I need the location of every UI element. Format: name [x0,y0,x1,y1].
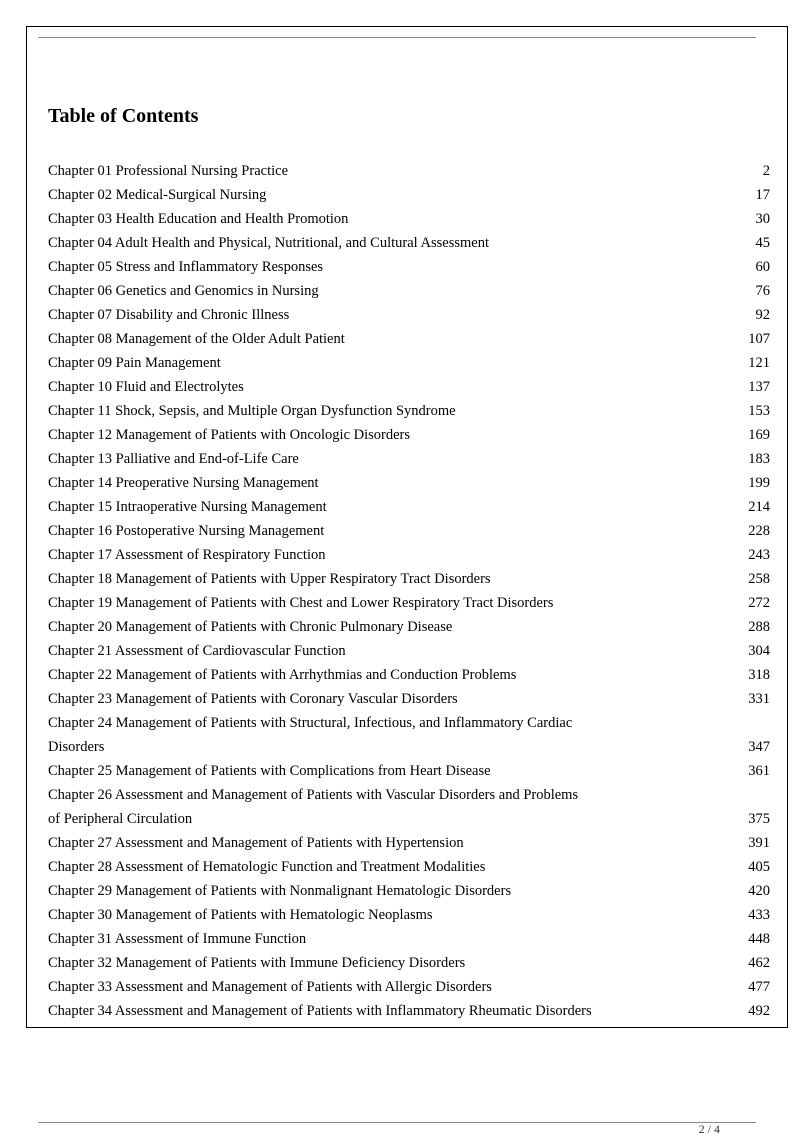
toc-entry-line [48,303,770,327]
toc-entry-page-number: 92 [755,307,770,323]
toc-entry-page-number: 183 [748,451,770,467]
toc-entry-page-number: 391 [748,835,770,851]
toc-entry-title: Chapter 03 Health Education and Health Promotion [48,211,349,227]
toc-entry[interactable] [48,639,770,663]
toc-entry-line [48,879,770,903]
toc-entry-page-number: 2 [762,163,770,179]
toc-entry-title: Chapter 33 Assessment and Management of Patients with Allergic Disorders [48,979,492,995]
toc-entry-line [48,543,770,567]
toc-entry-line [48,375,770,399]
toc-entry-page-number: 153 [748,403,770,419]
toc-entry-page-number: 375 [748,811,770,827]
toc-entry-title: Chapter 08 Management of the Older Adult Patient [48,331,345,347]
toc-entry-line [48,639,770,663]
toc-entry-page-number: 462 [748,955,770,971]
toc-entry-page-number: 169 [748,427,770,443]
toc-entry[interactable] [48,495,770,519]
toc-entry-title-line: Chapter 24 Management of Patients with Structural, Infectious, and Inflammatory Cardiac [48,715,573,731]
toc-entry-page-number: 107 [748,331,770,347]
toc-entry-page-number: 17 [755,187,770,203]
toc-entry-title: Chapter 05 Stress and Inflammatory Responses [48,259,324,275]
toc-entry-page-number: 137 [748,379,770,395]
toc-entry-title: Chapter 14 Preoperative Nursing Management [48,475,319,491]
toc-entry-line [48,831,770,855]
page-frame [26,26,788,1028]
toc-entry[interactable] [48,855,770,879]
toc-entry-title: Chapter 27 Assessment and Management of Patients with Hypertension [48,835,464,851]
toc-entry-title: Chapter 20 Management of Patients with Chronic Pulmonary Disease [48,619,453,635]
page-title: Table of Contents [48,105,199,127]
toc-entry-title: Chapter 12 Management of Patients with Oncologic Disorders [48,427,411,443]
toc-entry[interactable] [48,231,770,255]
toc-entry-page-number: 76 [755,283,770,299]
toc-entry-title: Chapter 10 Fluid and Electrolytes [48,379,244,395]
toc-entry[interactable] [48,159,770,183]
toc-entry[interactable] [48,543,770,567]
toc-entry[interactable] [48,303,770,327]
toc-entry-title: Chapter 06 Genetics and Genomics in Nursing [48,283,319,299]
toc-entry-line [48,951,770,975]
toc-entry[interactable] [48,399,770,423]
toc-entry-line [48,759,770,783]
toc-entry[interactable] [48,927,770,951]
toc-entry-line [48,591,770,615]
toc-entry-line [48,423,770,447]
toc-entry-title: Chapter 15 Intraoperative Nursing Management [48,499,327,515]
toc-entry[interactable] [48,567,770,591]
toc-entry[interactable] [48,999,770,1023]
toc-entry[interactable] [48,975,770,999]
toc-entry-line [48,183,770,207]
toc-entry-line [48,999,770,1023]
toc-entry-line [48,519,770,543]
toc-entry-line [48,807,770,831]
toc-entry-line [48,903,770,927]
toc-entry-title: Chapter 07 Disability and Chronic Illness [48,307,290,323]
toc-entry-page-number: 492 [748,1003,770,1019]
toc-entry[interactable] [48,327,770,351]
toc-entry[interactable] [48,783,770,831]
toc-entry-title-line: Chapter 26 Assessment and Management of Patients with Vascular Disorders and Problems [48,787,579,803]
toc-entry[interactable] [48,351,770,375]
toc-entry-page-number: 60 [755,259,770,275]
header-rule [38,37,756,38]
toc-entry-line [48,159,770,183]
toc-entry-page-number: 288 [748,619,770,635]
toc-entry-title: Chapter 29 Management of Patients with Nonmalignant Hematologic Disorders [48,883,512,899]
toc-entry-line [48,687,770,711]
toc-entry-line [48,231,770,255]
toc-entry-line [48,567,770,591]
toc-entry-title: Chapter 18 Management of Patients with Upper Respiratory Tract Disorders [48,571,491,587]
toc-entry-line [48,207,770,231]
toc-entry[interactable] [48,879,770,903]
toc-entry[interactable] [48,279,770,303]
toc-entry-line [48,495,770,519]
toc-entry[interactable] [48,615,770,639]
toc-entry-page-number: 272 [748,595,770,611]
toc-entry[interactable] [48,375,770,399]
toc-entry-line [48,327,770,351]
toc-entry-page-number: 405 [748,859,770,875]
toc-entry[interactable] [48,951,770,975]
footer-page-number: 2 / 4 [698,1122,720,1136]
toc-entry-line [48,615,770,639]
toc-entry-page-number: 331 [748,691,770,707]
toc-entry-title: Chapter 16 Postoperative Nursing Management [48,523,325,539]
toc-entry-title: Chapter 34 Assessment and Management of Patients with Inflammatory Rheumatic Disorders [48,1003,592,1019]
toc-entry-title: Chapter 28 Assessment of Hematologic Function and Treatment Modalities [48,859,486,875]
toc-entry[interactable] [48,903,770,927]
toc-entry-page-number: 318 [748,667,770,683]
toc-entry[interactable] [48,831,770,855]
toc-entry-title: Chapter 21 Assessment of Cardiovascular Function [48,643,346,659]
toc-entry-page-number: 258 [748,571,770,587]
toc-entry-line [48,927,770,951]
toc-entry[interactable] [48,687,770,711]
toc-entry-line [48,255,770,279]
toc-entry-title: Chapter 13 Palliative and End-of-Life Care [48,451,299,467]
toc-entry-page-number: 420 [748,883,770,899]
toc-entry-page-number: 304 [748,643,770,659]
toc-entry[interactable] [48,759,770,783]
toc-entry-page-number: 45 [755,235,770,251]
toc-entry-title: Chapter 17 Assessment of Respiratory Function [48,547,326,563]
toc-entry-page-number: 448 [748,931,770,947]
toc-entry-page-number: 30 [755,211,770,227]
toc-entry[interactable] [48,447,770,471]
toc-entry-line [48,855,770,879]
toc-list [48,159,770,1023]
toc-entry-title: Chapter 01 Professional Nursing Practice [48,163,289,179]
toc-entry-title: Chapter 02 Medical-Surgical Nursing [48,187,267,203]
toc-entry-line [48,351,770,375]
toc-entry[interactable] [48,519,770,543]
toc-entry-line [48,735,770,759]
toc-entry-title: Chapter 23 Management of Patients with Coronary Vascular Disorders [48,691,458,707]
toc-entry-title: Chapter 11 Shock, Sepsis, and Multiple Organ Dysfunction Syndrome [48,403,456,419]
toc-entry-page-number: 228 [748,523,770,539]
toc-entry-page-number: 477 [748,979,770,995]
toc-entry[interactable] [48,591,770,615]
toc-entry[interactable] [48,183,770,207]
toc-entry-title: Chapter 22 Management of Patients with Arrhythmias and Conduction Problems [48,667,517,683]
toc-entry-page-number: 347 [748,739,770,755]
toc-entry-title: Disorders [48,739,105,755]
toc-entry-title: Chapter 19 Management of Patients with Chest and Lower Respiratory Tract Disorders [48,595,554,611]
toc-entry[interactable] [48,255,770,279]
toc-entry-page-number: 121 [748,355,770,371]
toc-entry[interactable] [48,471,770,495]
toc-entry-line [48,975,770,999]
toc-entry-line [48,279,770,303]
toc-entry-title: Chapter 09 Pain Management [48,355,221,371]
toc-entry[interactable] [48,663,770,687]
footer-rule [38,1122,756,1123]
toc-entry[interactable] [48,711,770,759]
toc-entry[interactable] [48,207,770,231]
toc-entry-title: Chapter 32 Management of Patients with Immune Deficiency Disorders [48,955,466,971]
toc-entry-page-number: 243 [748,547,770,563]
toc-entry-title: Chapter 04 Adult Health and Physical, Nutritional, and Cultural Assessment [48,235,489,251]
toc-entry-line [48,447,770,471]
toc-entry-title: Chapter 31 Assessment of Immune Function [48,931,307,947]
toc-entry-page-number: 433 [748,907,770,923]
toc-entry-line [48,663,770,687]
toc-entry[interactable] [48,423,770,447]
toc-entry-line [48,471,770,495]
toc-entry-page-number: 361 [748,763,770,779]
toc-entry-title: Chapter 30 Management of Patients with Hematologic Neoplasms [48,907,433,923]
toc-entry-line [48,399,770,423]
toc-entry-page-number: 214 [748,499,770,515]
toc-entry-title: of Peripheral Circulation [48,811,193,827]
toc-entry-page-number: 199 [748,475,770,491]
toc-entry-title: Chapter 25 Management of Patients with Complications from Heart Disease [48,763,491,779]
